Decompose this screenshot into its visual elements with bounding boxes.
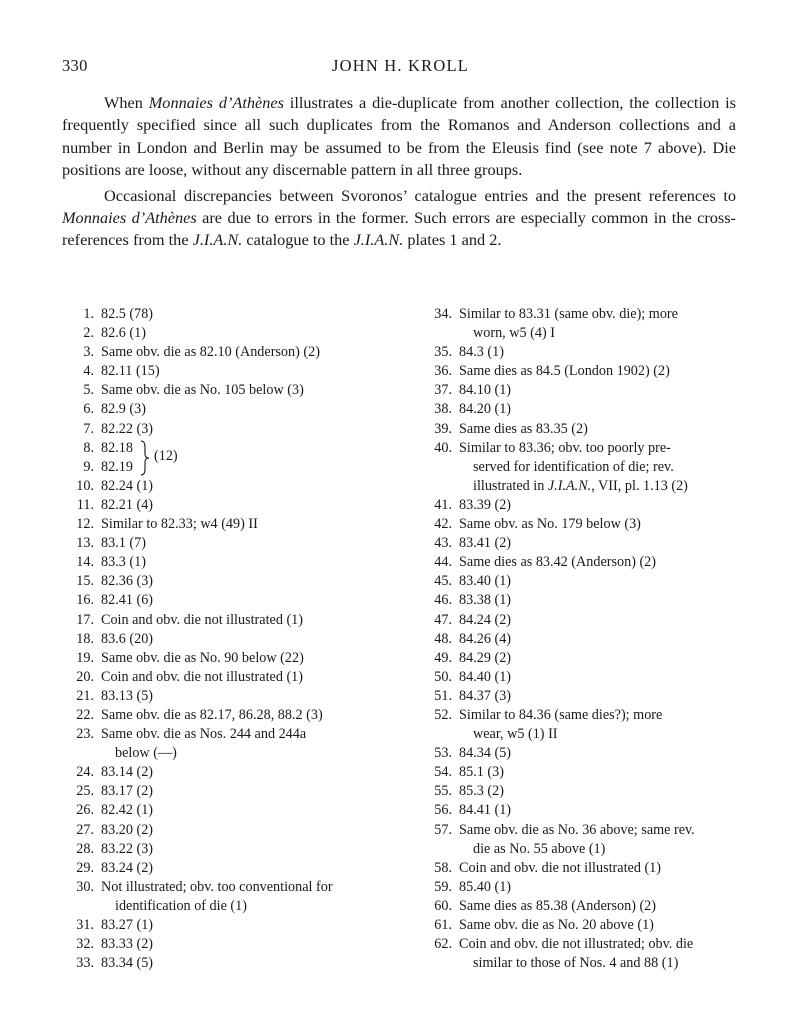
text-run: plates 1 and 2. [403,230,502,250]
catalogue-entry [62,935,397,954]
catalogue-entry [62,687,397,706]
entry-number: 9. [83,458,94,475]
catalogue-entry [62,840,397,859]
entry-number: 15. [76,573,94,590]
entry-number: 10. [76,477,94,494]
entry-text: Same obv. die as No. 20 above (1) [459,917,654,933]
catalogue-entry [420,859,740,878]
catalogue-entry [420,553,740,572]
catalogue-entry [62,878,397,916]
entry-number: 21. [76,687,94,704]
entry-text: 84.41 (1) [459,802,512,819]
entry-text: 83.3 (1) [101,554,146,571]
entry-continuation: die as No. 55 above (1) [473,840,606,857]
entry-number: 44. [434,554,452,571]
entry-number: 26. [76,802,94,819]
catalogue-entry [420,897,740,916]
text-run: When [104,93,149,112]
entry-number: 47. [434,611,452,628]
entry-text: 84.34 (5) [459,745,512,762]
entry-number: 11. [76,496,94,513]
entry-text: Same dies as 84.5 (London 1902) (2) [459,363,670,380]
entry-number: 16. [76,592,94,609]
catalogue-entry [420,572,740,591]
entry-number: 4. [83,363,94,380]
entry-text: 83.24 (2) [101,859,154,876]
catalogue-entry [420,362,740,381]
entry-number: 35. [434,344,452,361]
entry-text: Same obv. as No. 179 below (3) [459,516,641,533]
entry-text: 84.24 (2) [459,611,512,628]
entry-text: 82.24 (1) [101,477,154,494]
entry-number: 36. [434,363,452,380]
entry-text: 83.13 (5) [101,687,154,704]
catalogue-entry [62,611,397,630]
entry-number: 53. [434,745,452,762]
entry-text: 85.40 (1) [459,878,512,895]
entry-number: 50. [434,668,452,685]
running-head: JOHN H. KROLL [331,56,470,75]
catalogue-entry [62,420,397,439]
entry-number: 28. [76,840,94,857]
catalogue-entry [420,763,740,782]
entry-number: 45. [434,573,452,590]
entry-text: 84.20 (1) [459,401,512,418]
entry-text: 83.38 (1) [459,592,512,609]
entry-text: 84.26 (4) [459,630,512,647]
entry-number: 59. [434,878,452,895]
entry-number: 32. [76,936,94,953]
right-brace-icon [140,439,150,477]
catalogue-entry [420,515,740,534]
entry-text: Same dies as 85.38 (Anderson) (2) [459,897,657,914]
entry-text: 83.14 (2) [101,764,154,781]
catalogue-entry [62,458,397,477]
entry-number: 22. [76,706,94,723]
entry-number: 34. [434,306,452,322]
entry-continuation: similar to those of Nos. 4 and 88 (1) [473,955,679,972]
entry-text: 84.37 (3) [459,687,512,704]
entry-number: 3. [83,344,94,361]
catalogue-entry [62,496,397,515]
entry-text: 84.40 (1) [459,668,512,685]
catalogue-entry [420,381,740,400]
entry-number: 20. [76,668,94,685]
entry-text: 83.1 (7) [101,535,146,552]
text-run: catalogue to the [242,230,354,250]
entry-text: 82.18 [101,439,133,456]
grouped-entries [62,439,397,477]
entry-text: Same obv. die as 82.10 (Anderson) (2) [101,344,320,361]
entry-number: 1. [83,306,94,322]
entry-number: 33. [76,955,94,972]
entry-number: 31. [76,917,94,933]
entry-text: 82.19 [101,458,133,475]
catalogue-entry [62,553,397,572]
catalogue-entry [420,668,740,687]
entry-number: 27. [76,821,94,838]
entry-number: 5. [83,382,94,399]
entry-text: Same dies as 83.42 (Anderson) (2) [459,554,657,571]
entry-number: 37. [434,382,452,399]
entry-number: 6. [83,401,94,418]
catalogue-entry [62,725,397,763]
catalogue-entry [62,343,397,362]
group-count: (12) [154,447,178,464]
catalogue-entry [62,706,397,725]
catalogue-entry [62,649,397,668]
entry-text: Same obv. die as No. 90 below (22) [101,649,304,666]
entry-text: Same obv. die as No. 105 below (3) [101,382,304,399]
catalogue-entry [62,782,397,801]
catalogue-entry [62,324,397,343]
catalogue-right-column [420,305,740,973]
entry-number: 30. [76,878,94,895]
catalogue-entry [420,744,740,763]
entry-text: 83.27 (1) [101,917,154,933]
entry-text: 83.34 (5) [101,955,154,972]
entry-text: 82.36 (3) [101,573,154,590]
catalogue-entry [62,362,397,381]
entry-number: 7. [83,420,94,437]
entry-number: 14. [76,554,94,571]
entry-number: 24. [76,764,94,781]
entry-number: 23. [76,726,94,743]
intro-paragraph-2 [62,185,736,252]
intro-paragraph-1 [62,92,736,182]
page-number: 330 [62,56,88,75]
catalogue-entry [62,477,397,496]
entry-number: 60. [434,897,452,914]
entry-text: 83.33 (2) [101,936,154,953]
entry-number: 18. [76,630,94,647]
entry-text: Coin and obv. die not illustrated; obv. die similar to those of Nos. 4 and 88 (1) [459,935,740,973]
italic-title: J.I.A.N. [192,230,243,250]
entry-text: Coin and obv. die not illustrated (1) [101,668,304,685]
entry-continuation: identification of die (1) [115,897,247,914]
catalogue-entry [420,649,740,668]
text-run: Occasional discrepancies between Svoronos’ catalogue entries and the present references to [104,185,736,205]
entry-continuation: wear, w5 (1) II [473,726,558,743]
entry-number: 51. [434,687,452,704]
entry-text: 82.9 (3) [101,401,146,418]
entry-text: Same obv. die as 82.17, 86.28, 88.2 (3) [101,706,323,723]
catalogue-entry [62,821,397,840]
entry-text: 84.3 (1) [459,344,504,361]
catalogue-entry [420,916,740,935]
entry-number: 17. [76,611,94,628]
catalogue-entry [62,381,397,400]
entry-text: Similar to 83.36; obv. too poorly pre- served for identification of die; rev. illustrated in J.I.A.N., VII, pl. 1.13 (2) [459,439,740,496]
entry-number: 13. [76,535,94,552]
catalogue-entry [420,420,740,439]
italic-title: Monnaies d’Athènes [62,208,197,228]
entry-continuation: served for identification of die; rev. [473,458,674,475]
entry-number: 42. [434,516,452,533]
entry-number: 29. [76,859,94,876]
catalogue-entry [62,954,397,973]
entry-text: Coin and obv. die not illustrated (1) [459,859,662,876]
entry-text: Coin and obv. die not illustrated (1) [101,611,304,628]
entry-text: Same dies as 83.35 (2) [459,420,588,437]
catalogue-entry [62,572,397,591]
catalogue-entry [420,821,740,859]
entry-number: 58. [434,859,452,876]
entry-number: 38. [434,401,452,418]
text-run: are due to errors in the former. Such errors are especially common in the cross-references from the [62,208,736,250]
entry-number: 56. [434,802,452,819]
catalogue-entry [420,591,740,610]
italic-title: J.I.A.N. [353,230,404,250]
catalogue-entry [420,496,740,515]
entry-number: 39. [434,420,452,437]
entry-continuation: below (—) [115,745,177,762]
entry-text: 85.1 (3) [459,764,504,781]
entry-number: 49. [434,649,452,666]
italic-title: J.I.A.N. [547,477,592,494]
entry-text: Same obv. die as Nos. 244 and 244a below (—) [101,725,397,763]
entry-text: 82.21 (4) [101,496,154,513]
entry-text: Same obv. die as No. 36 above; same rev. die as No. 55 above (1) [459,821,740,859]
text-run: illustrates a die-duplicate from another collection, the collection is frequently specified since all such duplicates from the Romanos and Anderson collections and a number in London and Berlin may be assumed to be from the Eleusis find (see note 7 above). Die positions are loose, without any discernable pattern in all three groups. [62,93,736,180]
entry-number: 43. [434,535,452,552]
catalogue-entry [62,534,397,553]
catalogue-entry [420,400,740,419]
entry-number: 62. [434,936,452,953]
entry-text: Similar to 84.36 (same dies?); more wear, w5 (1) II [459,706,740,744]
entry-number: 40. [434,439,452,456]
entry-text: 83.20 (2) [101,821,154,838]
catalogue-entry [420,687,740,706]
catalogue-entry [62,859,397,878]
entry-text: 82.22 (3) [101,420,154,437]
entry-text: Similar to 82.33; w4 (49) II [101,516,258,533]
catalogue-left-column [62,305,397,973]
entry-number: 12. [76,516,94,533]
entry-text: 83.41 (2) [459,535,512,552]
italic-title: Monnaies d’Athènes [148,93,284,112]
entry-text: 85.3 (2) [459,783,504,800]
catalogue-entry [62,801,397,820]
entry-text: 82.5 (78) [101,306,154,322]
catalogue-entry [420,343,740,362]
entry-text: 83.40 (1) [459,573,512,590]
catalogue-entry [62,763,397,782]
catalogue-entry [420,439,740,496]
entry-number: 41. [434,496,452,513]
entry-text: 82.11 (15) [101,363,160,380]
entry-continuation: illustrated in J.I.A.N., VII, pl. 1.13 (2) [473,477,688,494]
entry-text: 83.6 (20) [101,630,154,647]
entry-number: 25. [76,783,94,800]
entry-number: 57. [434,821,452,838]
entry-number: 19. [76,649,94,666]
entry-number: 48. [434,630,452,647]
catalogue-entry [62,305,397,324]
entry-number: 46. [434,592,452,609]
catalogue-entry [420,534,740,553]
catalogue-entry [62,630,397,649]
entry-number: 55. [434,783,452,800]
catalogue-entry [420,630,740,649]
entry-text: 82.41 (6) [101,592,154,609]
catalogue-entry [62,668,397,687]
entry-text: 84.10 (1) [459,382,512,399]
entry-text: 84.29 (2) [459,649,512,666]
catalogue-entry [62,515,397,534]
entry-text: 82.6 (1) [101,325,146,342]
entry-text: 83.17 (2) [101,783,154,800]
entry-number: 52. [434,706,452,723]
entry-text: 82.42 (1) [101,802,154,819]
entry-text: 83.22 (3) [101,840,154,857]
catalogue-entry [420,611,740,630]
entry-number: 54. [434,764,452,781]
entry-continuation: worn, w5 (4) I [473,325,555,342]
catalogue-entry [420,782,740,801]
catalogue-entry [420,305,740,343]
catalogue-entry [62,439,397,458]
entry-number: 61. [434,917,452,933]
entry-number: 2. [83,325,94,342]
catalogue-entry [420,706,740,744]
intro-text [62,92,736,252]
catalogue-entry [62,916,397,935]
entry-number: 8. [83,439,94,456]
catalogue-entry [420,878,740,897]
entry-text: Not illustrated; obv. too conventional for identification of die (1) [101,878,397,916]
catalogue-entry [420,801,740,820]
catalogue-entry [420,935,740,973]
entry-text: 83.39 (2) [459,496,512,513]
catalogue-entry [62,591,397,610]
catalogue-entry [62,400,397,419]
entry-text: Similar to 83.31 (same obv. die); more worn, w5 (4) I [459,305,740,343]
